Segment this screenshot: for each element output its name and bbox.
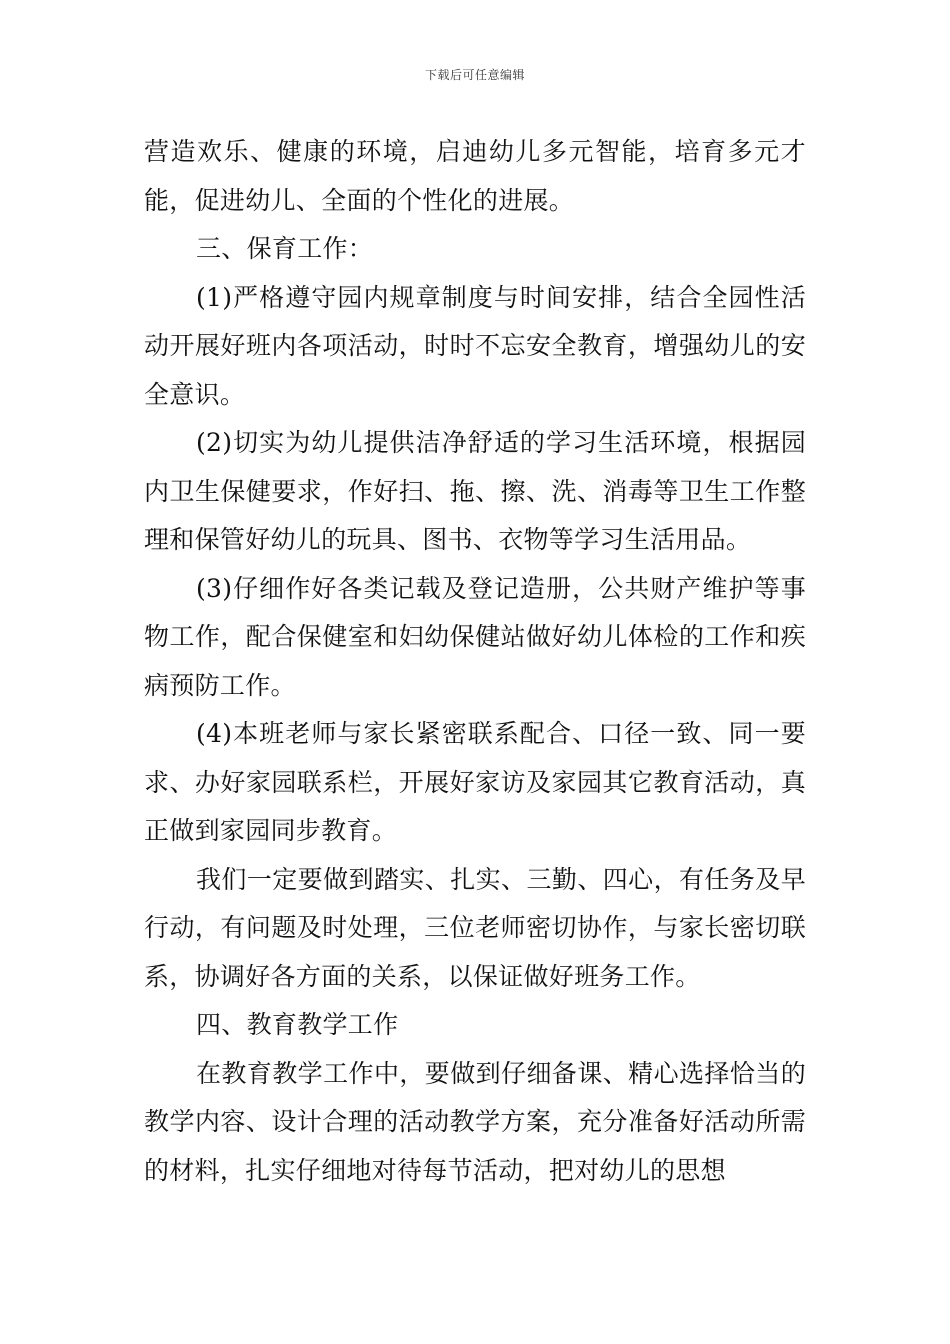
section-heading-teaching-work: 四、教育教学工作 <box>196 1010 399 1039</box>
section-heading-care-work: 三、保育工作： <box>196 234 374 263</box>
paragraph-commitment: 我们一定要做到踏实、扎实、三勤、四心，有任务及早行动，有问题及时处理，三位老师密切协作，与家长密切联系，协调好各方面的关系，以保证做好班务工作。 <box>144 864 806 991</box>
paragraph-item-1: (1)严格遵守园内规章制度与时间安排，结合全园性活动开展好班内各项活动，时时不忘安全教育，增强幼儿的安全意识。 <box>144 282 806 409</box>
paragraph-item-2: (2)切实为幼儿提供洁净舒适的学习生活环境，根据园内卫生保健要求，作好扫、拖、擦、洗、消毒等卫生工作整理和保管好幼儿的玩具、图书、衣物等学习生活用品。 <box>144 428 806 554</box>
header-note: 下载后可任意编辑 <box>424 68 525 82</box>
paragraph-continuation: 营造欢乐、健康的环境，启迪幼儿多元智能，培育多元才能，促进幼儿、全面的个性化的进展。 <box>144 137 806 215</box>
document-body <box>144 128 806 1195</box>
paragraph-item-4: (4)本班老师与家长紧密联系配合、口径一致、同一要求、办好家园联系栏，开展好家访及家园其它教育活动，真正做到家园同步教育。 <box>144 719 806 845</box>
paragraph-item-3: (3)仔细作好各类记载及登记造册，公共财产维护等事物工作，配合保健室和妇幼保健站做好幼儿体检的工作和疾病预防工作。 <box>144 573 806 700</box>
paragraph-teaching: 在教育教学工作中，要做到仔细备课、精心选择恰当的教学内容、设计合理的活动教学方案，充分准备好活动所需的材料，扎实仔细地对待每节活动，把对幼儿的思想 <box>144 1058 806 1185</box>
